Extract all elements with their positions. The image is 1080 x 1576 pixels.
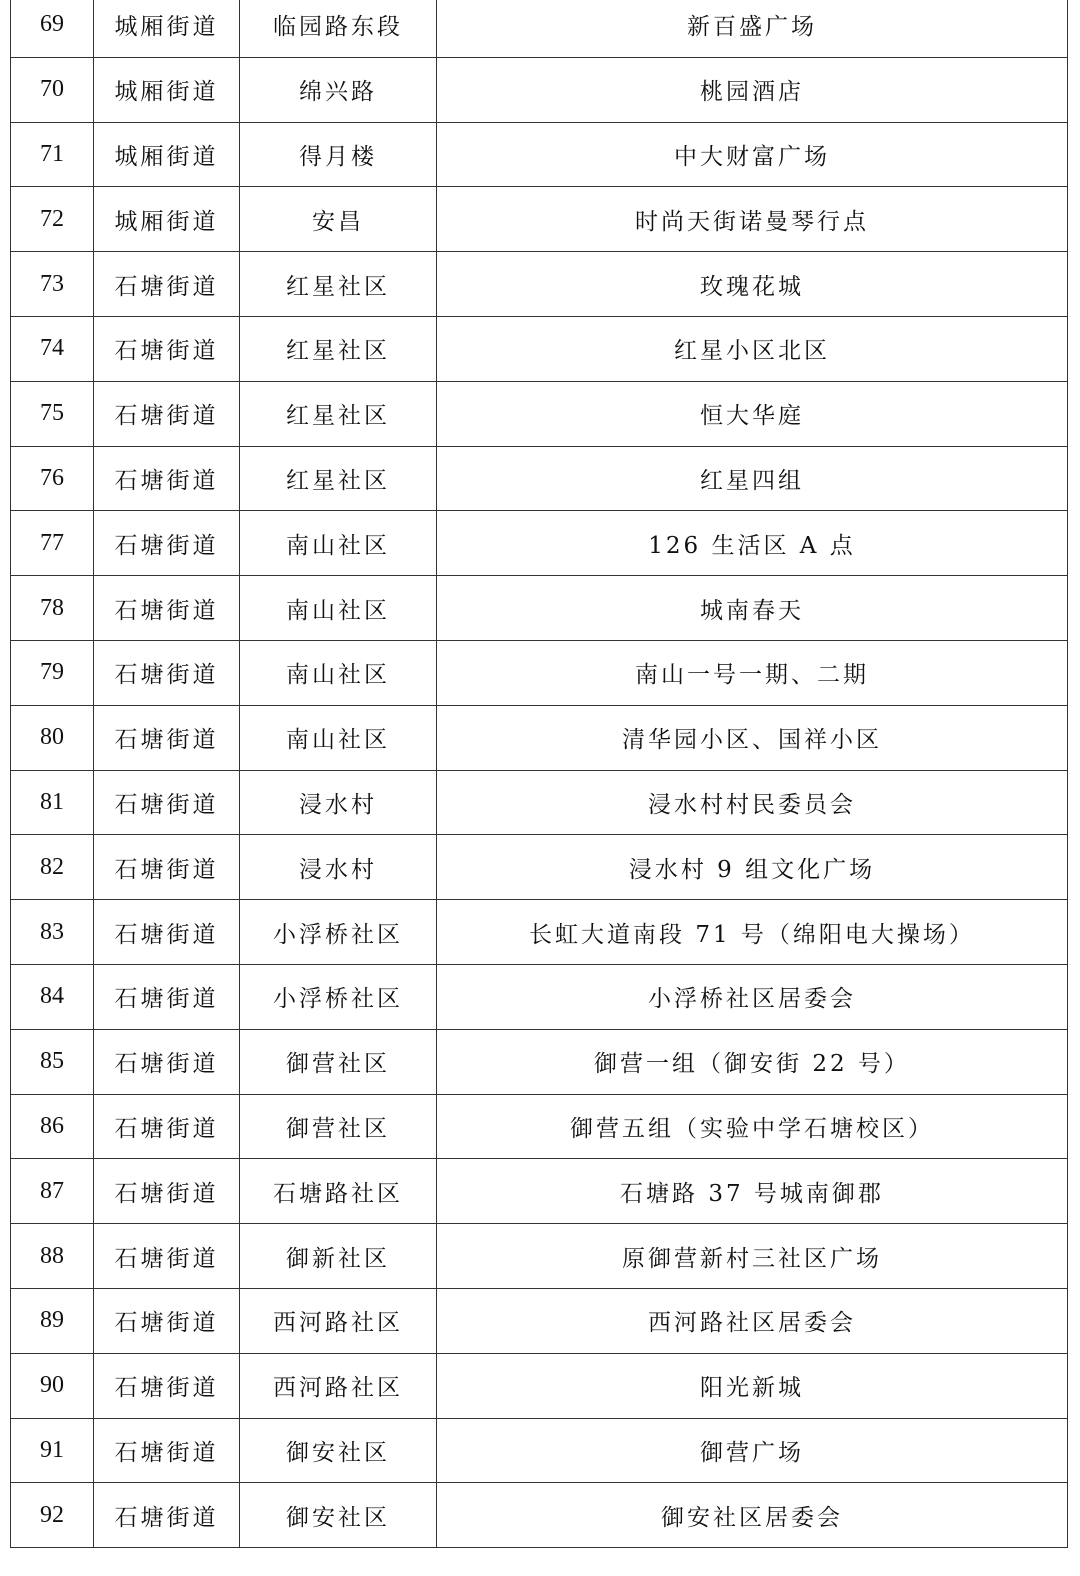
community-cell: 小浮桥社区 <box>240 900 437 965</box>
table-row <box>11 1418 1068 1483</box>
site-cell: 御营一组（御安街 22 号） <box>437 1029 1068 1094</box>
community-cell: 绵兴路 <box>240 57 437 122</box>
street-cell: 石塘街道 <box>94 446 240 511</box>
street-cell: 石塘街道 <box>94 770 240 835</box>
row-number-cell: 73 <box>11 252 94 317</box>
site-cell: 小浮桥社区居委会 <box>437 964 1068 1029</box>
community-cell: 临园路东段 <box>240 0 437 57</box>
row-number-cell: 70 <box>11 57 94 122</box>
street-cell: 石塘街道 <box>94 705 240 770</box>
row-number-cell: 80 <box>11 705 94 770</box>
table-row <box>11 1224 1068 1289</box>
site-cell: 红星四组 <box>437 446 1068 511</box>
table-row <box>11 576 1068 641</box>
row-number-cell: 78 <box>11 576 94 641</box>
community-cell: 御新社区 <box>240 1224 437 1289</box>
community-cell: 石塘路社区 <box>240 1159 437 1224</box>
street-cell: 石塘街道 <box>94 1288 240 1353</box>
table-row <box>11 0 1068 57</box>
row-number-cell: 84 <box>11 964 94 1029</box>
street-cell: 石塘街道 <box>94 1029 240 1094</box>
community-cell: 浸水村 <box>240 835 437 900</box>
row-number-cell: 79 <box>11 640 94 705</box>
site-cell: 原御营新村三社区广场 <box>437 1224 1068 1289</box>
table-row <box>11 1029 1068 1094</box>
site-cell: 城南春天 <box>437 576 1068 641</box>
site-cell: 中大财富广场 <box>437 122 1068 187</box>
site-cell: 浸水村 9 组文化广场 <box>437 835 1068 900</box>
site-cell: 红星小区北区 <box>437 316 1068 381</box>
table-body <box>11 0 1068 1548</box>
row-number-cell: 75 <box>11 381 94 446</box>
table-row <box>11 964 1068 1029</box>
table-row <box>11 1288 1068 1353</box>
site-cell: 清华园小区、国祥小区 <box>437 705 1068 770</box>
row-number-cell: 87 <box>11 1159 94 1224</box>
site-cell: 玫瑰花城 <box>437 252 1068 317</box>
site-cell: 御营五组（实验中学石塘校区） <box>437 1094 1068 1159</box>
community-cell: 红星社区 <box>240 316 437 381</box>
street-cell: 石塘街道 <box>94 1224 240 1289</box>
community-cell: 得月楼 <box>240 122 437 187</box>
row-number-cell: 85 <box>11 1029 94 1094</box>
community-cell: 浸水村 <box>240 770 437 835</box>
community-cell: 红星社区 <box>240 446 437 511</box>
community-cell: 安昌 <box>240 187 437 252</box>
table-row <box>11 122 1068 187</box>
community-cell: 御安社区 <box>240 1418 437 1483</box>
document-page <box>10 0 1067 1548</box>
community-cell: 御安社区 <box>240 1483 437 1548</box>
table-row <box>11 381 1068 446</box>
street-cell: 石塘街道 <box>94 1483 240 1548</box>
row-number-cell: 76 <box>11 446 94 511</box>
site-cell: 西河路社区居委会 <box>437 1288 1068 1353</box>
site-cell: 126 生活区 A 点 <box>437 511 1068 576</box>
street-cell: 石塘街道 <box>94 576 240 641</box>
street-cell: 石塘街道 <box>94 511 240 576</box>
street-cell: 石塘街道 <box>94 1094 240 1159</box>
street-cell: 城厢街道 <box>94 122 240 187</box>
table-row <box>11 1483 1068 1548</box>
row-number-cell: 81 <box>11 770 94 835</box>
table-row <box>11 1094 1068 1159</box>
street-cell: 石塘街道 <box>94 252 240 317</box>
community-cell: 南山社区 <box>240 511 437 576</box>
street-cell: 石塘街道 <box>94 964 240 1029</box>
site-cell: 桃园酒店 <box>437 57 1068 122</box>
row-number-cell: 74 <box>11 316 94 381</box>
table-row <box>11 252 1068 317</box>
community-cell: 西河路社区 <box>240 1288 437 1353</box>
table-row <box>11 640 1068 705</box>
street-cell: 石塘街道 <box>94 1159 240 1224</box>
community-cell: 御营社区 <box>240 1029 437 1094</box>
site-cell: 石塘路 37 号城南御郡 <box>437 1159 1068 1224</box>
table-row <box>11 1159 1068 1224</box>
site-cell: 御安社区居委会 <box>437 1483 1068 1548</box>
community-cell: 红星社区 <box>240 381 437 446</box>
street-cell: 石塘街道 <box>94 316 240 381</box>
community-cell: 御营社区 <box>240 1094 437 1159</box>
row-number-cell: 82 <box>11 835 94 900</box>
table-row <box>11 835 1068 900</box>
row-number-cell: 77 <box>11 511 94 576</box>
community-cell: 西河路社区 <box>240 1353 437 1418</box>
street-cell: 石塘街道 <box>94 900 240 965</box>
community-cell: 红星社区 <box>240 252 437 317</box>
row-number-cell: 88 <box>11 1224 94 1289</box>
table-row <box>11 705 1068 770</box>
community-cell: 南山社区 <box>240 705 437 770</box>
table-row <box>11 1353 1068 1418</box>
site-cell: 阳光新城 <box>437 1353 1068 1418</box>
street-cell: 城厢街道 <box>94 57 240 122</box>
street-cell: 石塘街道 <box>94 381 240 446</box>
street-cell: 石塘街道 <box>94 1418 240 1483</box>
street-cell: 石塘街道 <box>94 640 240 705</box>
community-cell: 小浮桥社区 <box>240 964 437 1029</box>
community-cell: 南山社区 <box>240 576 437 641</box>
community-cell: 南山社区 <box>240 640 437 705</box>
table-row <box>11 316 1068 381</box>
row-number-cell: 72 <box>11 187 94 252</box>
row-number-cell: 90 <box>11 1353 94 1418</box>
site-cell: 恒大华庭 <box>437 381 1068 446</box>
row-number-cell: 69 <box>11 0 94 57</box>
street-cell: 城厢街道 <box>94 187 240 252</box>
site-cell: 新百盛广场 <box>437 0 1068 57</box>
site-cell: 南山一号一期、二期 <box>437 640 1068 705</box>
table-row <box>11 187 1068 252</box>
site-cell: 长虹大道南段 71 号（绵阳电大操场） <box>437 900 1068 965</box>
row-number-cell: 92 <box>11 1483 94 1548</box>
table-row <box>11 900 1068 965</box>
street-cell: 城厢街道 <box>94 0 240 57</box>
street-cell: 石塘街道 <box>94 1353 240 1418</box>
site-cell: 御营广场 <box>437 1418 1068 1483</box>
site-cell: 时尚天街诺曼琴行点 <box>437 187 1068 252</box>
table-row <box>11 57 1068 122</box>
site-list-table <box>10 0 1068 1548</box>
row-number-cell: 91 <box>11 1418 94 1483</box>
table-row <box>11 446 1068 511</box>
table-row <box>11 511 1068 576</box>
table-row <box>11 770 1068 835</box>
street-cell: 石塘街道 <box>94 835 240 900</box>
row-number-cell: 86 <box>11 1094 94 1159</box>
row-number-cell: 89 <box>11 1288 94 1353</box>
site-cell: 浸水村村民委员会 <box>437 770 1068 835</box>
row-number-cell: 71 <box>11 122 94 187</box>
row-number-cell: 83 <box>11 900 94 965</box>
